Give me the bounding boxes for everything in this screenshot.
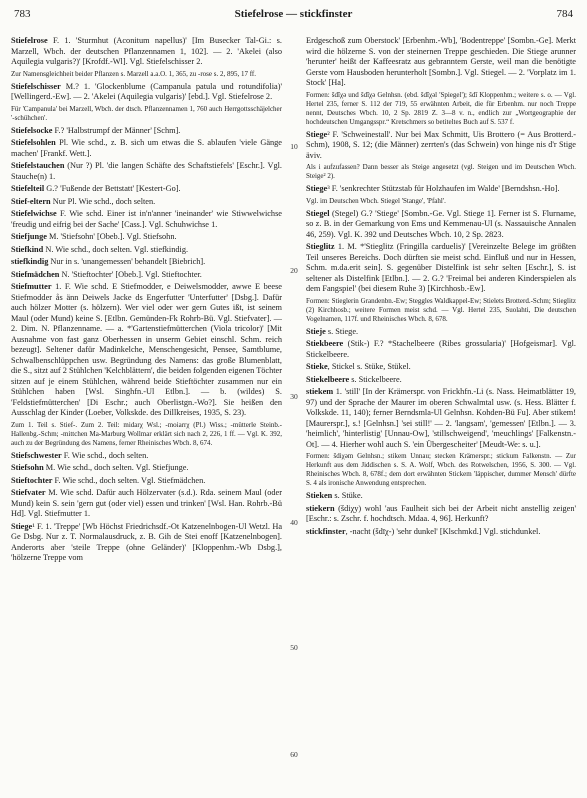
entry-text: ³ F. 'senkrechter Stützstab für Holzhaufen im Walde' [Berndshsn.-Ho]. xyxy=(327,184,560,193)
entry-text: F.? 'Halbstrumpf der Männer' [Schm]. xyxy=(52,125,181,135)
headword: Stiefjunge xyxy=(11,232,47,241)
page-number-left: 783 xyxy=(14,8,31,20)
entry-text: F. 1. 'Sturmhut (Aconitum napellus)' [Im Busecker Tal-Gi.: s. Marzell, Wbch. der deutschen Pflanzennamen 1, 102]. — 2. 'Akelei (also Aquilegia vulgaris?)' [Krofdf.-Wl]. Vgl. Stiefelschisser 2. xyxy=(11,36,282,66)
headword: Stiefvater xyxy=(11,488,46,497)
entry-note xyxy=(306,297,576,324)
entry-text: Zur Namensgleichheit beider Pflanzen s. Marzell a.a.O. 1, 365, zu -rose s. 2, 895, 17 ff. xyxy=(11,69,256,78)
dictionary-entry xyxy=(306,36,576,89)
entry-note xyxy=(11,105,282,123)
dictionary-entry xyxy=(306,504,576,525)
entry-text: ² F. 'Schweinestall'. Nur bei Max Schmitt, Uis Brottero (= Aus Brotterd.-Schm), 1908, S. 12; (die Männer) zerrten's (das Schwein) von hinge nis d'r Stige äviv. xyxy=(306,129,576,160)
entry-text: (Stik-) F.? *Stachelbeere (Ribes grossularia)' [Hofgeismar]. Vgl. Stickelbeere. xyxy=(306,339,576,359)
entry-note xyxy=(306,163,576,181)
dictionary-entry xyxy=(11,282,282,419)
headword: Stiefelwichse xyxy=(11,209,57,218)
dictionary-entry xyxy=(306,339,576,360)
dictionary-entry xyxy=(11,245,282,256)
headword: stiekern xyxy=(306,503,335,513)
entry-text: M.? 1. 'Glockenblume (Campanula patula und rotundifolia)' [Wellingerd.-Ew]. — 2. 'Akelei (Aquilegia vulgaris)' [ebd.]. Vgl. Stiefelrose 2. xyxy=(11,81,282,101)
dictionary-entry xyxy=(11,257,282,268)
page-number-right: 784 xyxy=(556,8,573,20)
headword: Stiege xyxy=(11,521,33,531)
line-number: 40 xyxy=(290,518,298,527)
dictionary-entry xyxy=(11,197,282,208)
dictionary-entry xyxy=(11,82,282,103)
headword: Stieje xyxy=(306,326,326,336)
entry-note xyxy=(306,91,576,127)
entry-note xyxy=(11,70,282,79)
dictionary-entry xyxy=(306,527,576,538)
line-number-gutter xyxy=(282,36,306,788)
headword: Stief-eltern xyxy=(11,196,51,206)
entry-text: 1. M. *'Stieglitz (Fringilla carduelis)' [Vereinzelte Belege im größten Teil unseres Bereichs. Doch dürften sie meist schd. Einfluß und nur in Hessen, Schm. m.da.erit sein]. S. gegenüber Distelfink ist sehr selten [Eschr.], S. ist seltener als Distelfink [Etlbn.]. — 2. G.? 'Freimal bei anderen Kinderspielen als dem Fangspiel' (bei diesem Ruhe 3) [Kirchhosb.-Ew]. xyxy=(306,242,576,293)
headword: Stiefelrose xyxy=(11,36,48,45)
line-number: 30 xyxy=(290,392,298,401)
dictionary-entry xyxy=(306,184,576,195)
entry-note xyxy=(306,452,576,488)
headword: Stieftochter xyxy=(11,475,53,485)
entry-text: (šdiχy) wohl 'aus Faulheit sich bei der Arbeit nicht anstellig zeigen' [Eschr.: s. Zschr. f. hochdtsch. Mdaa. 4, 96]. Herkunft? xyxy=(306,503,576,523)
page-header xyxy=(14,8,573,24)
line-number: 20 xyxy=(290,266,298,275)
headword: Stiefelstauchen xyxy=(11,161,65,170)
entry-text: s. Stüke. xyxy=(332,491,363,500)
entry-note xyxy=(306,197,576,206)
headword: Stiefelteil xyxy=(11,184,45,193)
dictionary-entry xyxy=(11,36,282,68)
line-number: 10 xyxy=(290,142,298,151)
dictionary-entry xyxy=(11,270,282,281)
entry-note xyxy=(11,421,282,448)
headword: Stiekelbeere xyxy=(306,374,350,384)
entry-text: M. Wie schd., doch selten. Vgl. Stiefjunge. xyxy=(43,463,189,472)
dictionary-entry xyxy=(11,184,282,195)
entry-text: Formen: šdiχəm Gelnhsn.; stikem Unnau; stecken Krämerspr.; stickum Falkenstn. — Zur Herkunft aus dem Jiddischen s. S. A. Wolf, Wbch. des Rotwelschen, 1956, S. 300. — Vgl. Rheinisches Wbch. 8, 678f.; dem dort erwähnten Stickem 'läppischer, dummer Mensch' dürfte S. 4 als ironische Anwendung entsprechen. xyxy=(306,452,576,487)
headword: Stiefelsocke xyxy=(11,125,53,135)
dictionary-entry xyxy=(11,232,282,243)
entry-text: (Stegel) G.? 'Stiege' [Sombn.-Ge. Vgl. Stiege 1]. Ferner ist S. Flurname, so z. B. in der Gemarkung von Ems und Kemmenau-Ul (s. Nassauische Annalen 46, 259). Vgl. K. 392 und Deutsches Wbch. 10, 2 Sp. 2823. xyxy=(306,208,576,239)
entry-text: 1. 'still' [In der Krämerspr. von Frickhfn.-Li (s. Nass. Heimatblätter 19, 97) und der Sprache der Maurer im oberen Schwalmtal usw. (s. Hess. Blätter f. Volkskde. 11, 140); ferner Berndsmla-Ul Gelnhsn. Kohden-Bü Fu]. Aber stikem! [Maurerspr.], s.! [Gelnhsn.] 'sei still!' — 2. 'langsam', 'gemessen' [Etlbn.]. — 3. 'heimlich', 'hinterlistig' [Unnau-Ow], 'stillschweigend', 'meuchlings' [Falkenstn.-Ot]. — 4. Hierher wohl auch S. 'ein Übergescheiter' [Meudt-We: s. u.]. xyxy=(306,387,576,449)
headword: Stiege xyxy=(306,184,328,193)
dictionary-entry xyxy=(11,488,282,520)
entry-text: Formen: šdīχə und šdīχə Gelnhsn. (ebd. šdīχəl 'Spiegel'); šdī Kloppenhm.; weitere s. o. — Vgl. Hertel 235, ferner S. 112 der 719, 55 erwähnten Arbeit, die für Erbenhm. nur noch Treppe nennt, Deutsches Wbch. 10, 2 Sp. 2819 Z. 3—8 v. n., endlich zur „Wortgeographie der hochdeutschen Umgangsspr.“ Kretschmers so betiteltes Buch auf S. 537 f. xyxy=(306,90,576,126)
dictionary-entry xyxy=(11,161,282,182)
headword: Stieke xyxy=(306,362,328,371)
headword: stiefkindig xyxy=(11,257,49,266)
entry-text: N. Wie schd., doch selten. Vgl. stiefkindig. xyxy=(43,244,189,254)
entry-text: N. 'Stieftochter' [Obeb.]. Vgl. Stieftochter. xyxy=(59,269,202,279)
dictionary-entry xyxy=(11,463,282,474)
entry-text: F. Wie schd. Einer ist in'n'anner 'ineinander' wie Stiwwelwichse 'freudig und eifrig bei der Sache' [Cass.]. Vgl. Schuhwichse 1. xyxy=(11,209,282,229)
headword: Stiekbeere xyxy=(306,339,344,348)
dictionary-entry xyxy=(306,242,576,295)
headword: Stieken xyxy=(306,491,333,500)
entry-text: s. Stickelbeere. xyxy=(349,374,402,384)
entry-text: Vgl. im Deutschen Wbch. Stiegel 'Stange', 'Pfahl'. xyxy=(306,196,446,205)
entry-text: Als i aufzufassen? Dann besser als Steige angesetzt (vgl. Steigen und im Deutschen Wbch. Steige² 2). xyxy=(306,163,576,180)
entry-text: Pl. Wie schd., z. B. sich um etwas die S. ablaufen 'viele Gänge machen' [Frankf. Wett.]. xyxy=(11,138,282,158)
entry-text: Zum 1. Teil s. Stief-. Zum 2. Teil: midarχ Wsl.; -moiarrχ (Pl.) Wiss.; -mütterle Steinb.-Hallenbg.-Schm; -mittchen Ma-Marburg Wollmar erklärt sich nach 2, 226, 1 ff. — Vgl. K. 392, auch zu der Begründung des Namens, ferner Rheinisches Wbch. 8, 674. xyxy=(11,420,282,447)
headword: Stiefschwester xyxy=(11,450,62,460)
left-column xyxy=(11,36,282,788)
entry-text: M. 'Stiefsohn' [Obeb.]. Vgl. Stiefsohn. xyxy=(46,232,177,241)
right-column xyxy=(306,36,576,788)
dictionary-entry xyxy=(306,387,576,450)
dictionary-entry xyxy=(11,522,282,564)
dictionary-entry xyxy=(306,491,576,502)
entry-text: F. Wie schd., doch selten. Vgl. Stiefmädchen. xyxy=(52,475,206,485)
line-number: 50 xyxy=(290,643,298,652)
dictionary-entry xyxy=(306,362,576,373)
headword: Stiefmutter xyxy=(11,282,52,291)
headword: Stieglitz xyxy=(306,242,335,251)
entry-text: ¹ F. 1. 'Treppe' [Wb Höchst Friedrichsdf.-Ot Katzenelnbogen-Ul Wetzl. Ha Ge Dsbg. Nur z. T. Normalausdruck, z. B. Gih de Stei enoff [Katzenelnbogen]. Anderorts aber 'steile Treppe (ohne Geländer)' [Kloppenhm.-Wb Dsbg.], 'hölzerne Treppe vom xyxy=(11,521,282,562)
entry-text: G.? 'Fußende der Bettstatt' [Kestert-Go]. xyxy=(44,184,181,193)
headword: Stiefsohn xyxy=(11,463,44,472)
entry-text: , -nacht (šdīχ-) 'sehr dunkel' [Klschmkd.] Vgl. stichdunkel. xyxy=(345,526,541,536)
headword: Stiefelsohlen xyxy=(11,138,56,147)
dictionary-entry xyxy=(11,126,282,137)
headword: Stiefelschisser xyxy=(11,81,61,91)
entry-text: Erdgeschoß zum Oberstock' [Erbenhm.-Wb], 'Bodentreppe' [Sombn.-Ge]. Merkt wird die hölzerne S. von der steinernen Treppe geschieden. Die Stiege arunner 'herunter' heißt der Kaffeesratz aus gebranntem Gerste, weil man die benötigte Gerste vom Hausboden herunterholt [Sombn.]. Vgl. Stiegel. — 2. 'Vorplatz im 1. Stock' [Ha]. xyxy=(306,36,576,87)
headword: Stiege xyxy=(306,129,328,139)
line-number: 60 xyxy=(290,750,298,759)
dictionary-entry xyxy=(306,130,576,162)
entry-text: F. Wie schd., doch selten. xyxy=(61,450,149,460)
dictionary-entry xyxy=(11,209,282,230)
dictionary-entry xyxy=(306,209,576,241)
entry-text: Nur Pl. Wie schd., doch selten. xyxy=(50,196,156,206)
entry-text: , Stickel s. Stüke, Stükel. xyxy=(327,362,411,371)
entry-text: Für 'Campanula' bei Marzell, Wbch. der dtsch. Pflanzennamen 1, 760 auch Herrgottsschäjelcher '-schühchen'. xyxy=(11,104,282,122)
entry-text: (Nur ?) Pl. 'die langen Schäfte des Schaftstiefels' [Eschr.]. Vgl. Stauche(n) 1. xyxy=(11,161,282,181)
dictionary-entry xyxy=(306,375,576,386)
dictionary-entry xyxy=(306,327,576,338)
headword: stiekem xyxy=(306,387,334,396)
dictionary-entry xyxy=(11,138,282,159)
entry-text: Formen: Stieglerin Grandenbn.-Ew; Steggles Waldkappel-Ew; Stielets Brotterd.-Schm; Stieglitz (2) Kirchhosb.; weitere Formen meist schd. — Vgl. Hertel 235, Suolahti, Die deutschen Vogelnamen, 117f. und Rheinisches Wbch. 8, 678. xyxy=(306,296,576,323)
entry-text: Nur in s. 'unangemessen' behandelt [Biebrich]. xyxy=(48,257,206,266)
entry-text: s. Stiege. xyxy=(325,326,359,336)
headword: stickfinster xyxy=(306,526,346,536)
headword: Stiegel xyxy=(306,208,330,218)
headword: Stiefmädchen xyxy=(11,269,60,279)
entry-text: M. Wie schd. Dafür auch Hölzervater (s.d.). Rda. seinem Maul (oder Mund) kein S. sein 'gern gut (oder viel) essen und trinken' [Wsl. Han. Rohrb.-Bü Hd]. Vgl. Stiefmutter 1. xyxy=(11,488,282,518)
dictionary-entry xyxy=(11,476,282,487)
dictionary-entry xyxy=(11,451,282,462)
headword: Stiefkind xyxy=(11,244,44,254)
running-title: Stiefelrose — stickfinster xyxy=(234,8,353,20)
entry-text: 1. F. Wie schd. E Stiefmodder, e Deiwelsmodder, awwe E beese Stiefmodder ås änn Deiwels Jacke ds Engerfutter 'Unterfutter' [Dsbg.]. Dafür auch hölzer Motter (s. hölzern). Wer viel oder wer gern Gutes ißt, ist seinem Maul (oder Mund) keine S. [Etlbn. Gemünden-Fk Rohrb-Bü. Vgl. Stiefvater]. — 2. Dim. N. Pflanzenname. — a. *'Gartenstiefmütterchen (Viola tricolor)' [Mit Ausnahme von fast ganz Oberhessen in unserm Gebiet einschl. Schm. reich bezeugt]. Seltener dafür Madinkelche, Menschengesicht, Pensee, Samtblume, Schwalbenschlüppchen usw. Begründung des Namens: das große Blumenblatt, die S., sitzt auf 2 Stühlchen 'Kelchblättern', die beiden folgenden eigenen Töchter sitzen auf je einem Stühlchen, während beide Stieftöchter zusammen nur ein Stühlchen haben [Wsl. Singhfn.-Ul Etlbn.]. — b. (wildes) S. 'Feldstiefmütterchen' [Di Eschr.; auch Oberlistgn.-Wo?]. Sie heißen den Ausschlag der Kinder (Loeber, Volkskde. des Dillkreises, 1935, S. 23). xyxy=(11,282,282,417)
